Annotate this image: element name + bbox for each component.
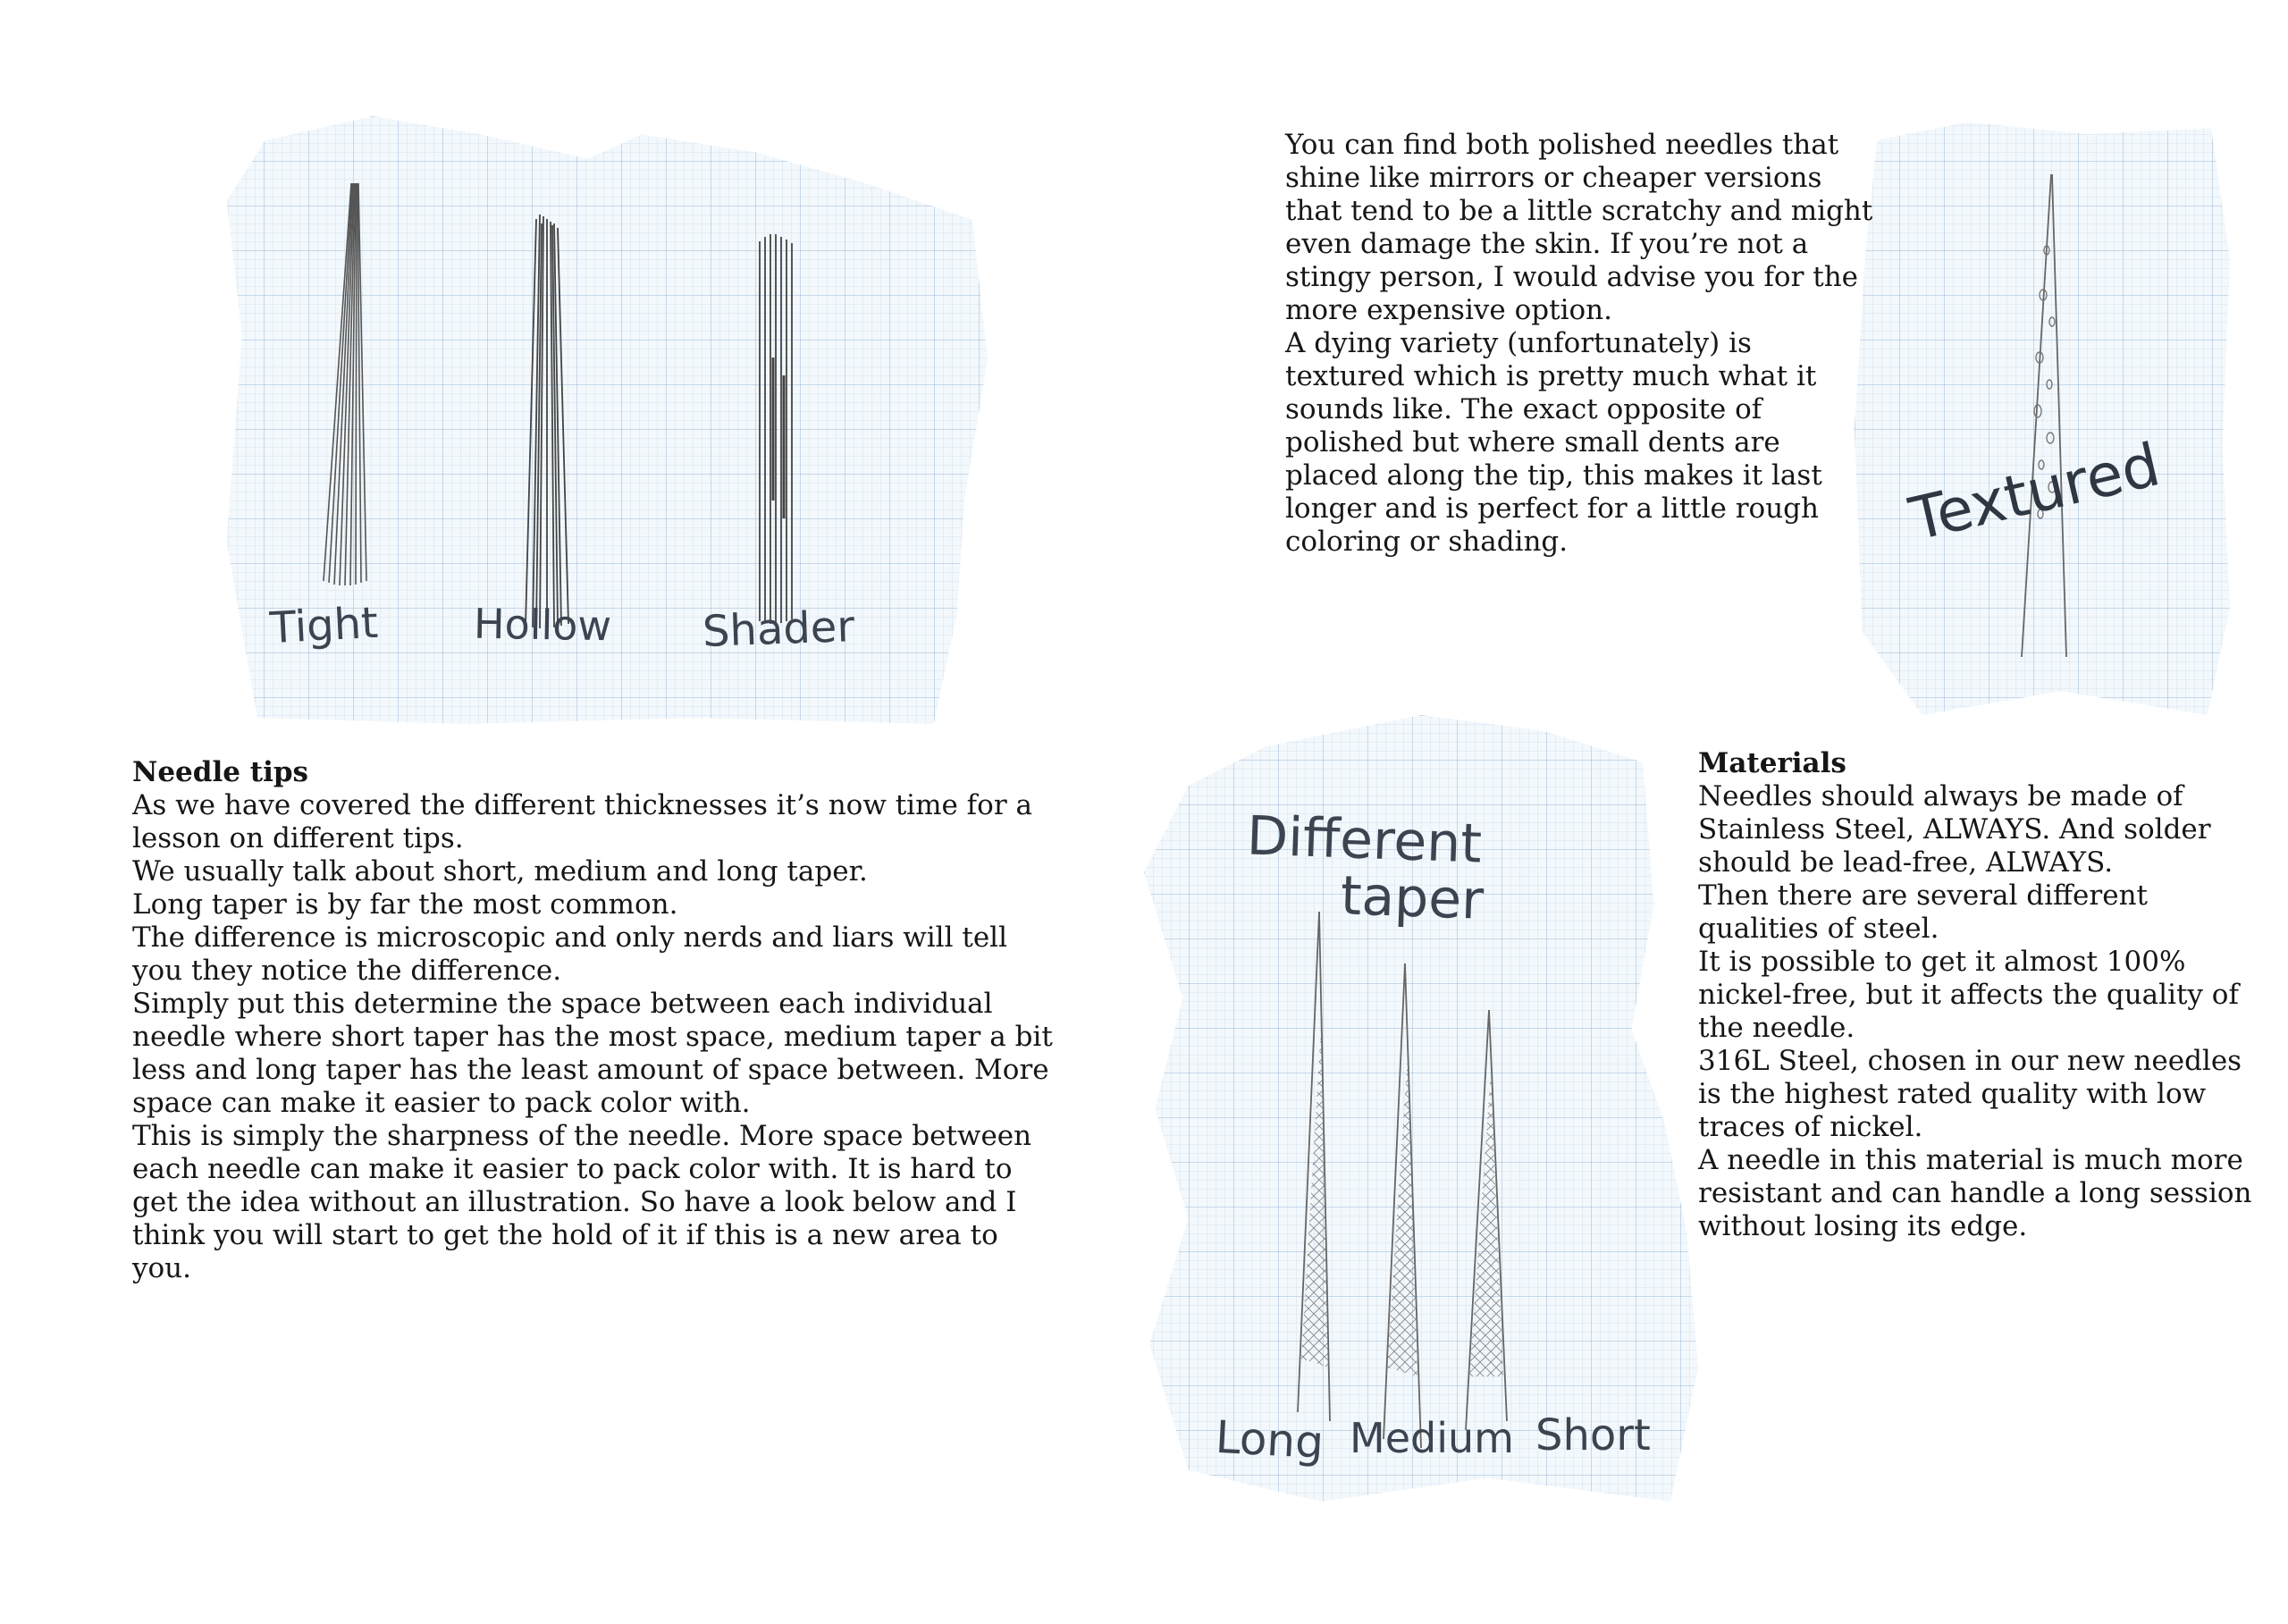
needle-tips-paragraph: As we have covered the different thicknesses it’s now time for a lesson on different tips.: [132, 789, 1032, 854]
materials-section: [1698, 747, 2270, 1243]
hollow-label: Hollow: [473, 599, 612, 651]
taper-title-line2: taper: [1339, 864, 1485, 932]
medium-label: Medium: [1350, 1414, 1514, 1462]
tight-label: Tight: [268, 597, 380, 654]
paragraph-polished: You can find both polished needles that shine like mirrors or cheaper versions that tend to be a little scratchy and might even damage the skin. If you’re not a stingy person, I would advise you for the more expensive option.: [1285, 129, 1873, 326]
long-label: Long: [1214, 1410, 1325, 1469]
paragraph-textured: A dying variety (unfortunately) is textured which is pretty much what it sounds like. The exact opposite of polished but where small dents are placed along the tip, this makes it last longer and is perfect for a little rough coloring or shading.: [1285, 327, 1822, 558]
needle-tips-paragraph: We usually talk about short, medium and long taper.: [132, 855, 868, 888]
materials-paragraph: 316L Steel, chosen in our new needles is the highest rated quality with low traces of nickel.: [1698, 1045, 2242, 1143]
medium-taper-needle: [1384, 963, 1421, 1448]
materials-paragraph: Needles should always be made of Stainless Steel, ALWAYS. And solder should be lead-free, ALWAYS.: [1698, 780, 2211, 879]
needle-tips-heading: Needle tips: [132, 756, 308, 788]
textured-label: Textured: [1904, 430, 2166, 555]
materials-paragraph: Then there are several different qualities of steel.: [1698, 879, 2148, 945]
taper-title-line1: Different: [1245, 804, 1484, 876]
shader-label: Shader: [702, 602, 855, 657]
needle-tips-paragraph: Simply put this determine the space between each individual needle where short taper has the most space, medium taper a bit less and long taper has the least amount of space between. More space can make it easier to pack color with.: [132, 988, 1053, 1119]
long-taper-needle: [1298, 912, 1330, 1421]
needle-tips-paragraph: This is simply the sharpness of the needle. More space between each needle can make it easier to pack color with. It is hard to get the idea without an illustration. So have a look below and I think you will start to get the hold of it if this is a new area to you.: [132, 1120, 1032, 1284]
materials-paragraph: It is possible to get it almost 100% nickel-free, but it affects the quality of the needle.: [1698, 946, 2239, 1044]
materials-paragraph: A needle in this material is much more resistant and can handle a long session without losing its edge.: [1698, 1144, 2252, 1242]
materials-heading: Materials: [1698, 747, 1846, 779]
short-label: Short: [1535, 1410, 1651, 1460]
needle-tips-paragraph: Long taper is by far the most common.: [132, 888, 678, 921]
needle-tips-paragraph: The difference is microscopic and only nerds and liars will tell you they notice the difference.: [132, 921, 1007, 987]
short-taper-needle: [1466, 1010, 1507, 1430]
